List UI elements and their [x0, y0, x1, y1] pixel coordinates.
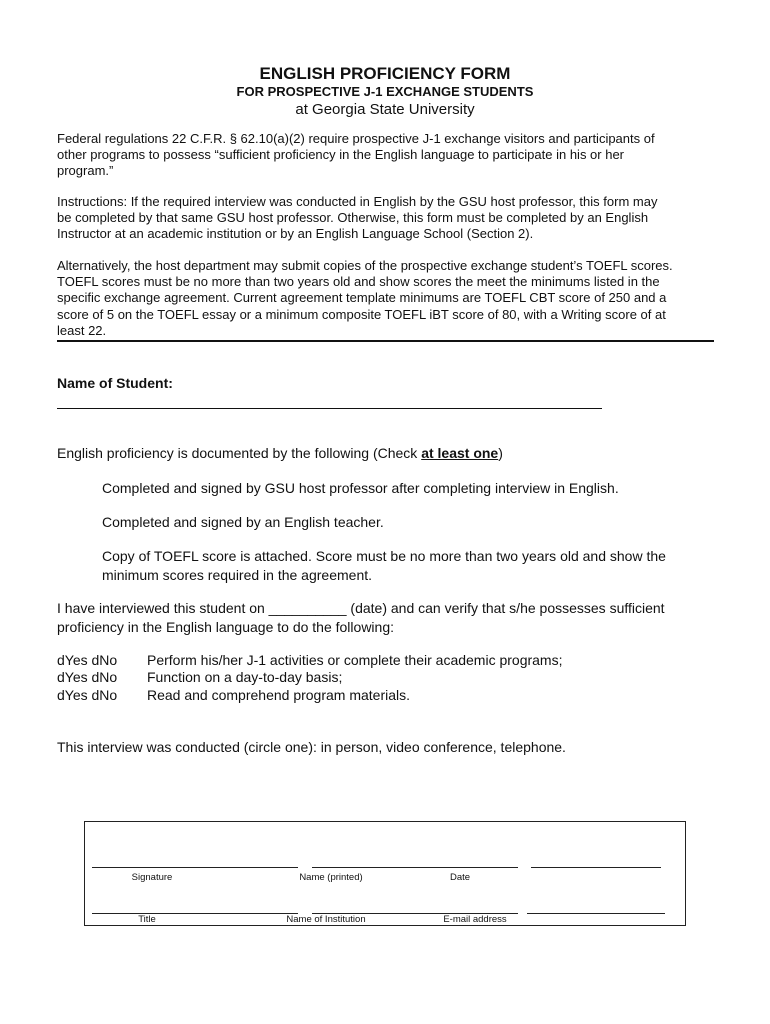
- paragraph-line: Instructor at an academic institution or by an English Language School (Section 2).: [57, 226, 534, 242]
- verification-statement: [57, 599, 722, 636]
- email-label: E-mail address: [443, 914, 507, 925]
- student-name-field[interactable]: [57, 408, 602, 409]
- date-label: Date: [449, 872, 471, 883]
- ability-item: Function on a day-to-day basis;: [147, 669, 343, 685]
- verification-line: I have interviewed this student on __________ (date) and can verify that s/he possesses sufficient: [57, 600, 665, 616]
- paragraph-line: be completed by that same GSU host professor. Otherwise, this form must be completed by an English: [57, 210, 649, 226]
- form-subtitle: FOR PROSPECTIVE J-1 EXCHANGE STUDENTS: [236, 84, 534, 99]
- paragraph-line: Alternatively, the host department may submit copies of the prospective exchange student’s TOEFL scores.: [57, 258, 673, 273]
- date-line[interactable]: [531, 867, 661, 868]
- paragraph-line: specific exchange agreement. Current agreement template minimums are TOEFL CBT score of 250 and a: [57, 290, 667, 306]
- form-title: ENGLISH PROFICIENCY FORM: [259, 64, 511, 83]
- yes-no-choice[interactable]: dYes dNo: [57, 687, 118, 703]
- interview-method: This interview was conducted (circle one): in person, video conference, telephone.: [57, 739, 566, 755]
- paragraph-line: score of 5 on the TOEFL essay or a minimum composite TOEFL iBT score of 80, with a Writing score of at: [57, 306, 666, 322]
- section-divider: [57, 340, 714, 342]
- title-label: Title: [138, 914, 156, 925]
- paragraph-line: least 22.: [57, 322, 107, 338]
- option-line: minimum scores required in the agreement.: [102, 566, 373, 583]
- option-host-professor[interactable]: [102, 479, 717, 498]
- regulations-paragraph: [57, 131, 717, 180]
- proficiency-lead-emphasis: at least one: [421, 445, 499, 461]
- signature-line[interactable]: [92, 867, 298, 868]
- option-toefl-score[interactable]: [102, 547, 717, 584]
- name-printed-line[interactable]: [312, 867, 518, 868]
- name-printed-label: Name (printed): [299, 872, 363, 883]
- ability-item: Perform his/her J-1 activities or complete their academic programs;: [147, 652, 563, 668]
- student-name-label: Name of Student:: [57, 375, 173, 391]
- paragraph-line: other programs to possess “sufficient proficiency in the English language to participate in his or her: [57, 147, 625, 163]
- signature-box: [84, 821, 686, 926]
- proficiency-lead-close: ): [498, 445, 503, 461]
- instructions-paragraph: [57, 194, 717, 243]
- alternative-paragraph: [57, 258, 717, 339]
- verification-line: proficiency in the English language to do the following:: [57, 618, 394, 635]
- option-line: Copy of TOEFL score is attached. Score must be no more than two years old and show the: [102, 548, 666, 564]
- option-english-teacher[interactable]: [102, 513, 717, 532]
- ability-item: Read and comprehend program materials.: [147, 687, 411, 703]
- university-name: at Georgia State University: [295, 101, 475, 118]
- proficiency-lead: [57, 444, 503, 463]
- institution-label: Name of Institution: [286, 914, 366, 925]
- proficiency-lead-text: English proficiency is documented by the following (Check: [57, 445, 422, 461]
- signature-label: Signature: [131, 872, 173, 883]
- paragraph-line: Federal regulations 22 C.F.R. § 62.10(a)(2) require prospective J-1 exchange visitors and participants of: [57, 131, 655, 146]
- yes-no-choice[interactable]: dYes dNo: [57, 652, 118, 668]
- email-line[interactable]: [527, 913, 665, 914]
- option-line: Completed and signed by an English teacher.: [102, 514, 384, 530]
- paragraph-line: TOEFL scores must be no more than two years old and show scores the meet the minimums listed in the: [57, 274, 660, 290]
- paragraph-line: program.”: [57, 163, 114, 179]
- yes-no-choice[interactable]: dYes dNo: [57, 669, 118, 685]
- option-line: Completed and signed by GSU host professor after completing interview in English.: [102, 480, 619, 496]
- paragraph-line: Instructions: If the required interview was conducted in English by the GSU host professor, this form may: [57, 194, 658, 209]
